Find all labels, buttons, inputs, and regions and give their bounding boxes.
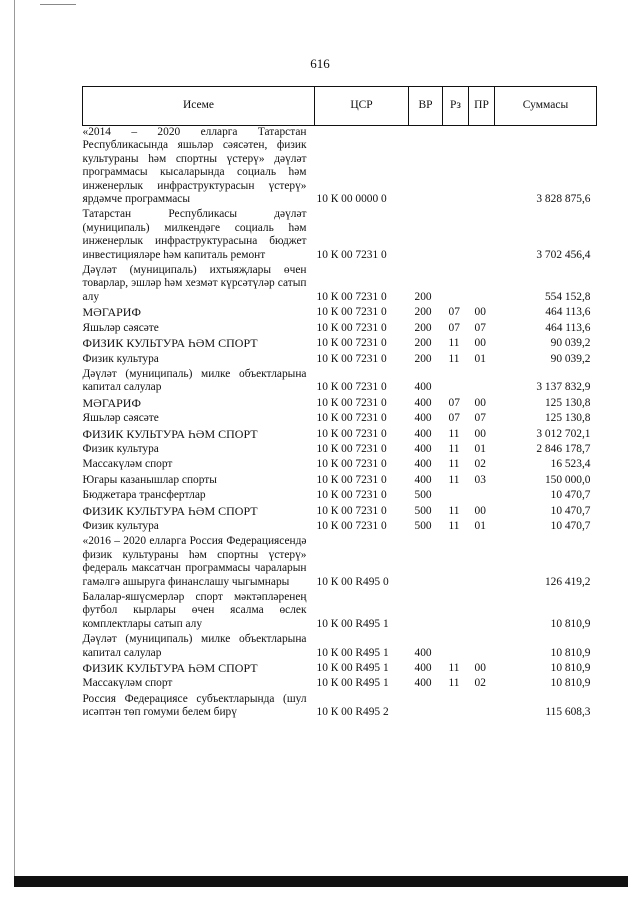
cell-sum: 10 470,7	[550, 489, 591, 502]
cell-rz: 11	[448, 442, 460, 455]
cell-name: ФИЗИК КУЛЬТУРА ҺӘМ СПОРТ	[82, 336, 258, 351]
cell-rz: 11	[448, 677, 460, 690]
cell-sum: 10 810,9	[550, 646, 591, 659]
cell-csr: 10 К 00 R495 1	[316, 677, 389, 690]
cell-name: МӘГАРИФ	[82, 395, 141, 410]
table-row	[83, 535, 597, 591]
cell-name: «2016 – 2020 елларга Россия Федерациясендә физик культураны һәм спортны үстерү» федераль максатчан программасы чараларын гамәлгә ашыруга финанслашу чыгымнары	[82, 535, 307, 588]
cell-name: Дәүләт (муниципаль) ихтыяҗлары өчен товарлар, эшләр һәм хезмәт күрсәтүләр сатып алу	[82, 264, 307, 303]
page-number: 616	[310, 56, 330, 71]
cell-vr: 500	[414, 519, 432, 532]
cell-name: ФИЗИК КУЛЬТУРА ҺӘМ СПОРТ	[82, 661, 258, 676]
cell-sum: 3 828 875,6	[536, 193, 591, 206]
cell-rz	[443, 264, 469, 306]
cell-sum: 125 130,8	[544, 396, 591, 409]
cell-csr: 10 К 00 R495 0	[316, 575, 389, 588]
cell-rz: 07	[448, 412, 460, 425]
cell-name: «2014 – 2020 елларга Татарстан Республикасында яшьләр сәясәтен, физик культураны һәм спортны үстерү» дәүләт программасы кысаларында социаль һәм инженерлык инфраструктурасын үстерү» ярдәмче программасы	[82, 126, 307, 206]
cell-csr: 10 К 00 7231 0	[316, 489, 387, 502]
scan-bottom-border	[14, 876, 628, 887]
cell-csr: 10 К 00 0000 0	[316, 193, 387, 206]
cell-name: Татарстан Республикасы дәүләт (муниципаль) милкендәге социаль һәм инженерлык инфраструктурасына бюджет инвестицияләре һәм капиталь ремонт	[82, 208, 307, 261]
cell-vr: 400	[414, 381, 432, 394]
cell-vr: 400	[414, 662, 432, 675]
cell-rz: 11	[448, 458, 460, 471]
cell-rz: 11	[448, 519, 460, 532]
cell-csr: 10 К 00 7231 0	[316, 473, 387, 486]
cell-rz	[443, 126, 469, 209]
cell-vr	[409, 535, 443, 591]
cell-name: Дәүләт (муниципаль) милке объектларына капитал салулар	[82, 367, 307, 394]
table-row	[83, 662, 597, 677]
cell-rz: 11	[448, 337, 460, 350]
table-row	[83, 505, 597, 520]
table-row	[83, 126, 597, 209]
cell-name: Россия Федерациясе субъектларында (шул исәптән төп гомуми белем бирү	[82, 692, 307, 719]
header-pr: ПР	[469, 87, 495, 126]
cell-vr: 400	[414, 458, 432, 471]
table-row	[83, 337, 597, 352]
cell-pr: 03	[474, 473, 486, 486]
cell-pr	[469, 264, 495, 306]
cell-pr: 00	[474, 504, 486, 517]
cell-name: ФИЗИК КУЛЬТУРА ҺӘМ СПОРТ	[82, 503, 258, 518]
cell-sum: 2 846 178,7	[536, 442, 591, 455]
cell-csr: 10 К 00 7231 0	[316, 337, 387, 350]
cell-sum: 10 810,9	[550, 662, 591, 675]
cell-name: Дәүләт (муниципаль) милке объектларына капитал салулар	[82, 633, 307, 659]
table-row	[83, 458, 597, 473]
cell-sum: 464 113,6	[545, 321, 591, 334]
cell-vr	[409, 591, 443, 633]
cell-vr: 400	[414, 442, 432, 455]
cell-vr: 400	[414, 412, 432, 425]
cell-name: Балалар-яшүсмерләр спорт мәктәпләренең футбол кырлары өчен ясалма өслек комплектлары сатып алу	[82, 591, 307, 630]
cell-csr: 10 К 00 7231 0	[316, 381, 387, 394]
cell-name: Массакүләм спорт	[82, 677, 173, 690]
scan-edge-line	[14, 0, 15, 878]
cell-pr	[469, 126, 495, 209]
cell-name: Массакүләм спорт	[82, 458, 173, 471]
cell-rz	[443, 591, 469, 633]
cell-sum: 90 039,2	[550, 337, 591, 350]
cell-pr: 02	[474, 677, 486, 690]
cell-rz	[443, 633, 469, 662]
table-row	[83, 397, 597, 412]
cell-csr: 10 К 00 7231 0	[316, 290, 387, 303]
cell-rz: 11	[448, 352, 460, 365]
cell-name: ФИЗИК КУЛЬТУРА ҺӘМ СПОРТ	[82, 426, 258, 441]
cell-sum: 10 810,9	[550, 677, 591, 690]
cell-sum: 10 810,9	[550, 617, 591, 630]
cell-vr: 200	[414, 337, 432, 350]
cell-csr: 10 К 00 7231 0	[316, 442, 387, 455]
cell-pr: 00	[474, 662, 486, 675]
table-row	[83, 264, 597, 306]
cell-rz: 07	[448, 321, 460, 334]
scan-mark	[40, 4, 76, 5]
cell-vr: 500	[414, 504, 432, 517]
cell-rz: 07	[448, 396, 460, 409]
header-csr: ЦСР	[315, 87, 409, 126]
cell-csr: 10 К 00 7231 0	[316, 519, 387, 532]
cell-pr	[469, 633, 495, 662]
cell-vr	[409, 126, 443, 209]
cell-vr: 200	[414, 306, 432, 319]
cell-rz: 11	[448, 427, 460, 440]
cell-rz: 07	[448, 306, 460, 319]
cell-sum: 90 039,2	[550, 352, 591, 365]
cell-sum: 3 137 832,9	[536, 381, 591, 394]
table-header-row	[83, 87, 597, 126]
cell-csr: 10 К 00 7231 0	[316, 352, 387, 365]
table-row	[83, 412, 597, 427]
cell-csr: 10 К 00 R495 1	[316, 617, 389, 630]
cell-pr: 01	[474, 519, 486, 532]
cell-name: Физик культура	[82, 442, 159, 455]
cell-pr: 01	[474, 442, 486, 455]
table-row	[83, 353, 597, 368]
table-row	[83, 677, 597, 692]
cell-vr: 400	[414, 396, 432, 409]
table-row	[83, 322, 597, 337]
cell-sum: 10 470,7	[550, 504, 591, 517]
cell-csr: 10 К 00 7231 0	[316, 306, 387, 319]
table-row	[83, 306, 597, 321]
table-row	[83, 633, 597, 662]
cell-pr: 02	[474, 458, 486, 471]
cell-rz: 11	[448, 662, 460, 675]
cell-name: Физик культура	[82, 519, 159, 532]
cell-vr: 400	[414, 646, 432, 659]
cell-pr: 00	[474, 396, 486, 409]
table-row	[83, 489, 597, 504]
cell-vr: 400	[414, 677, 432, 690]
cell-name: МӘГАРИФ	[82, 305, 141, 320]
cell-rz	[443, 489, 469, 504]
budget-table	[82, 86, 597, 722]
cell-csr: 10 К 00 7231 0	[316, 458, 387, 471]
table-row	[83, 208, 597, 264]
cell-rz	[443, 208, 469, 264]
cell-vr	[409, 693, 443, 722]
cell-name: Яшьләр сәясәте	[82, 412, 159, 425]
cell-vr: 200	[414, 290, 432, 303]
cell-pr	[469, 208, 495, 264]
table-row	[83, 693, 597, 722]
cell-name: Физик культура	[82, 352, 159, 365]
table-row	[83, 443, 597, 458]
header-sum: Суммасы	[495, 87, 597, 126]
cell-rz	[443, 693, 469, 722]
cell-sum: 464 113,6	[545, 306, 591, 319]
cell-csr: 10 К 00 7231 0	[316, 427, 387, 440]
cell-csr: 10 К 00 R495 1	[316, 662, 389, 675]
cell-sum: 150 000,0	[544, 473, 591, 486]
cell-csr: 10 К 00 7231 0	[316, 412, 387, 425]
cell-rz	[443, 535, 469, 591]
cell-name: Бюджетара трансфертлар	[82, 489, 206, 502]
table-body	[83, 126, 597, 722]
cell-pr: 01	[474, 352, 486, 365]
cell-csr: 10 К 00 7231 0	[316, 321, 387, 334]
cell-pr	[469, 693, 495, 722]
cell-name: Яшьләр сәясәте	[82, 321, 159, 334]
table-row	[83, 428, 597, 443]
cell-sum: 126 419,2	[544, 575, 591, 588]
cell-sum: 16 523,4	[550, 458, 591, 471]
header-name: Исеме	[83, 87, 315, 126]
cell-pr	[469, 591, 495, 633]
header-rz: Рз	[443, 87, 469, 126]
cell-csr: 10 К 00 R495 1	[316, 646, 389, 659]
cell-csr: 10 К 00 R495 2	[316, 706, 389, 719]
cell-sum: 3 702 456,4	[536, 248, 591, 261]
cell-csr: 10 К 00 7231 0	[316, 248, 387, 261]
cell-pr	[469, 489, 495, 504]
header-vr: ВР	[409, 87, 443, 126]
cell-rz: 11	[448, 473, 460, 486]
cell-sum: 125 130,8	[544, 412, 591, 425]
cell-csr: 10 К 00 7231 0	[316, 396, 387, 409]
table-row	[83, 368, 597, 397]
cell-pr: 00	[474, 306, 486, 319]
cell-vr: 400	[414, 427, 432, 440]
cell-vr	[409, 208, 443, 264]
cell-rz: 11	[448, 504, 460, 517]
cell-name: Югары казанышлар спорты	[82, 473, 217, 486]
table-row	[83, 591, 597, 633]
cell-sum: 554 152,8	[544, 290, 591, 303]
cell-sum: 10 470,7	[550, 519, 591, 532]
cell-rz	[443, 368, 469, 397]
cell-vr: 200	[414, 352, 432, 365]
cell-pr	[469, 535, 495, 591]
cell-pr: 07	[474, 412, 486, 425]
cell-vr: 500	[414, 489, 432, 502]
cell-pr: 00	[474, 337, 486, 350]
cell-csr: 10 К 00 7231 0	[316, 504, 387, 517]
table-row	[83, 474, 597, 489]
cell-vr: 200	[414, 321, 432, 334]
table-row	[83, 520, 597, 535]
cell-pr	[469, 368, 495, 397]
cell-sum: 3 012 702,1	[536, 427, 591, 440]
cell-vr: 400	[414, 473, 432, 486]
cell-sum: 115 608,3	[545, 706, 591, 719]
cell-pr: 07	[474, 321, 486, 334]
cell-pr: 00	[474, 427, 486, 440]
